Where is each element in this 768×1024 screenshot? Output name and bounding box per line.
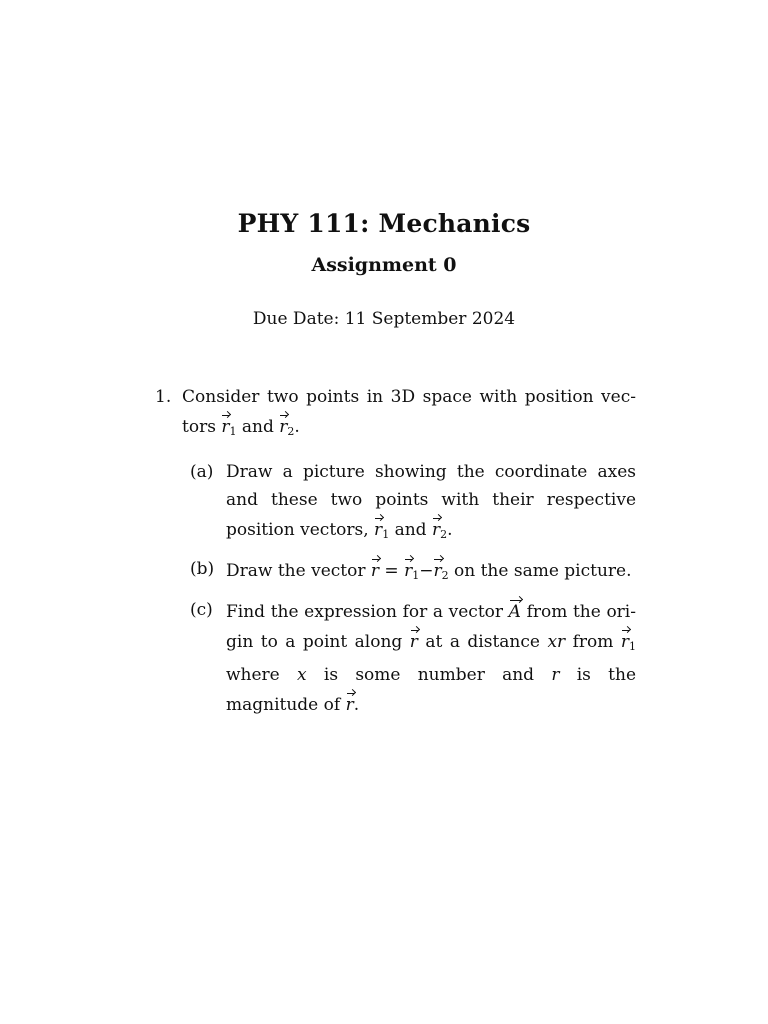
assignment-subtitle: Assignment 0	[311, 254, 457, 276]
vector-r2: r	[279, 411, 287, 441]
vector-r1: r	[404, 555, 412, 585]
problem-1	[150, 383, 636, 725]
part-a	[150, 458, 636, 549]
due-date: Due Date: 11 September 2024	[252, 309, 516, 329]
problem-statement: Consider two points in 3D space with position vec-tors $r_1$ and $r_2$.	[182, 383, 636, 446]
vector-r1: r	[621, 626, 629, 656]
part-text: Draw a picture showing the coordinate axes and these two points with their respective position vectors, $r_1$ and $r_2$.	[226, 458, 636, 549]
part-c	[150, 596, 636, 719]
document-title: PHY 111: Mechanics	[237, 209, 531, 238]
part-label: (a)	[190, 462, 214, 482]
vector-r: r	[346, 689, 354, 719]
scalar-r: r	[551, 665, 560, 685]
scalar-x: x	[297, 665, 307, 685]
part-label: (b)	[190, 559, 215, 579]
vector-r2: r	[432, 514, 440, 544]
vector-r: r	[371, 555, 379, 585]
part-text: Find the expression for a vector A from the ori-gin to a point along r at a distance xr from $r_1$ where x is some number and r is the magnitude of r.	[226, 596, 636, 719]
part-label: (c)	[190, 600, 213, 620]
part-b	[150, 555, 636, 590]
vector-r2: r	[433, 555, 441, 585]
vector-r1: r	[374, 514, 382, 544]
scalar-xr: xr	[547, 632, 566, 652]
vector-r1: r	[221, 411, 229, 441]
problem-number: 1.	[155, 387, 172, 407]
part-text: Draw the vector $r = r_1-r_2$ on the same picture.	[226, 555, 636, 590]
vector-r: r	[410, 626, 418, 656]
vector-A: A	[509, 596, 521, 626]
sub-parts-list	[150, 458, 636, 719]
